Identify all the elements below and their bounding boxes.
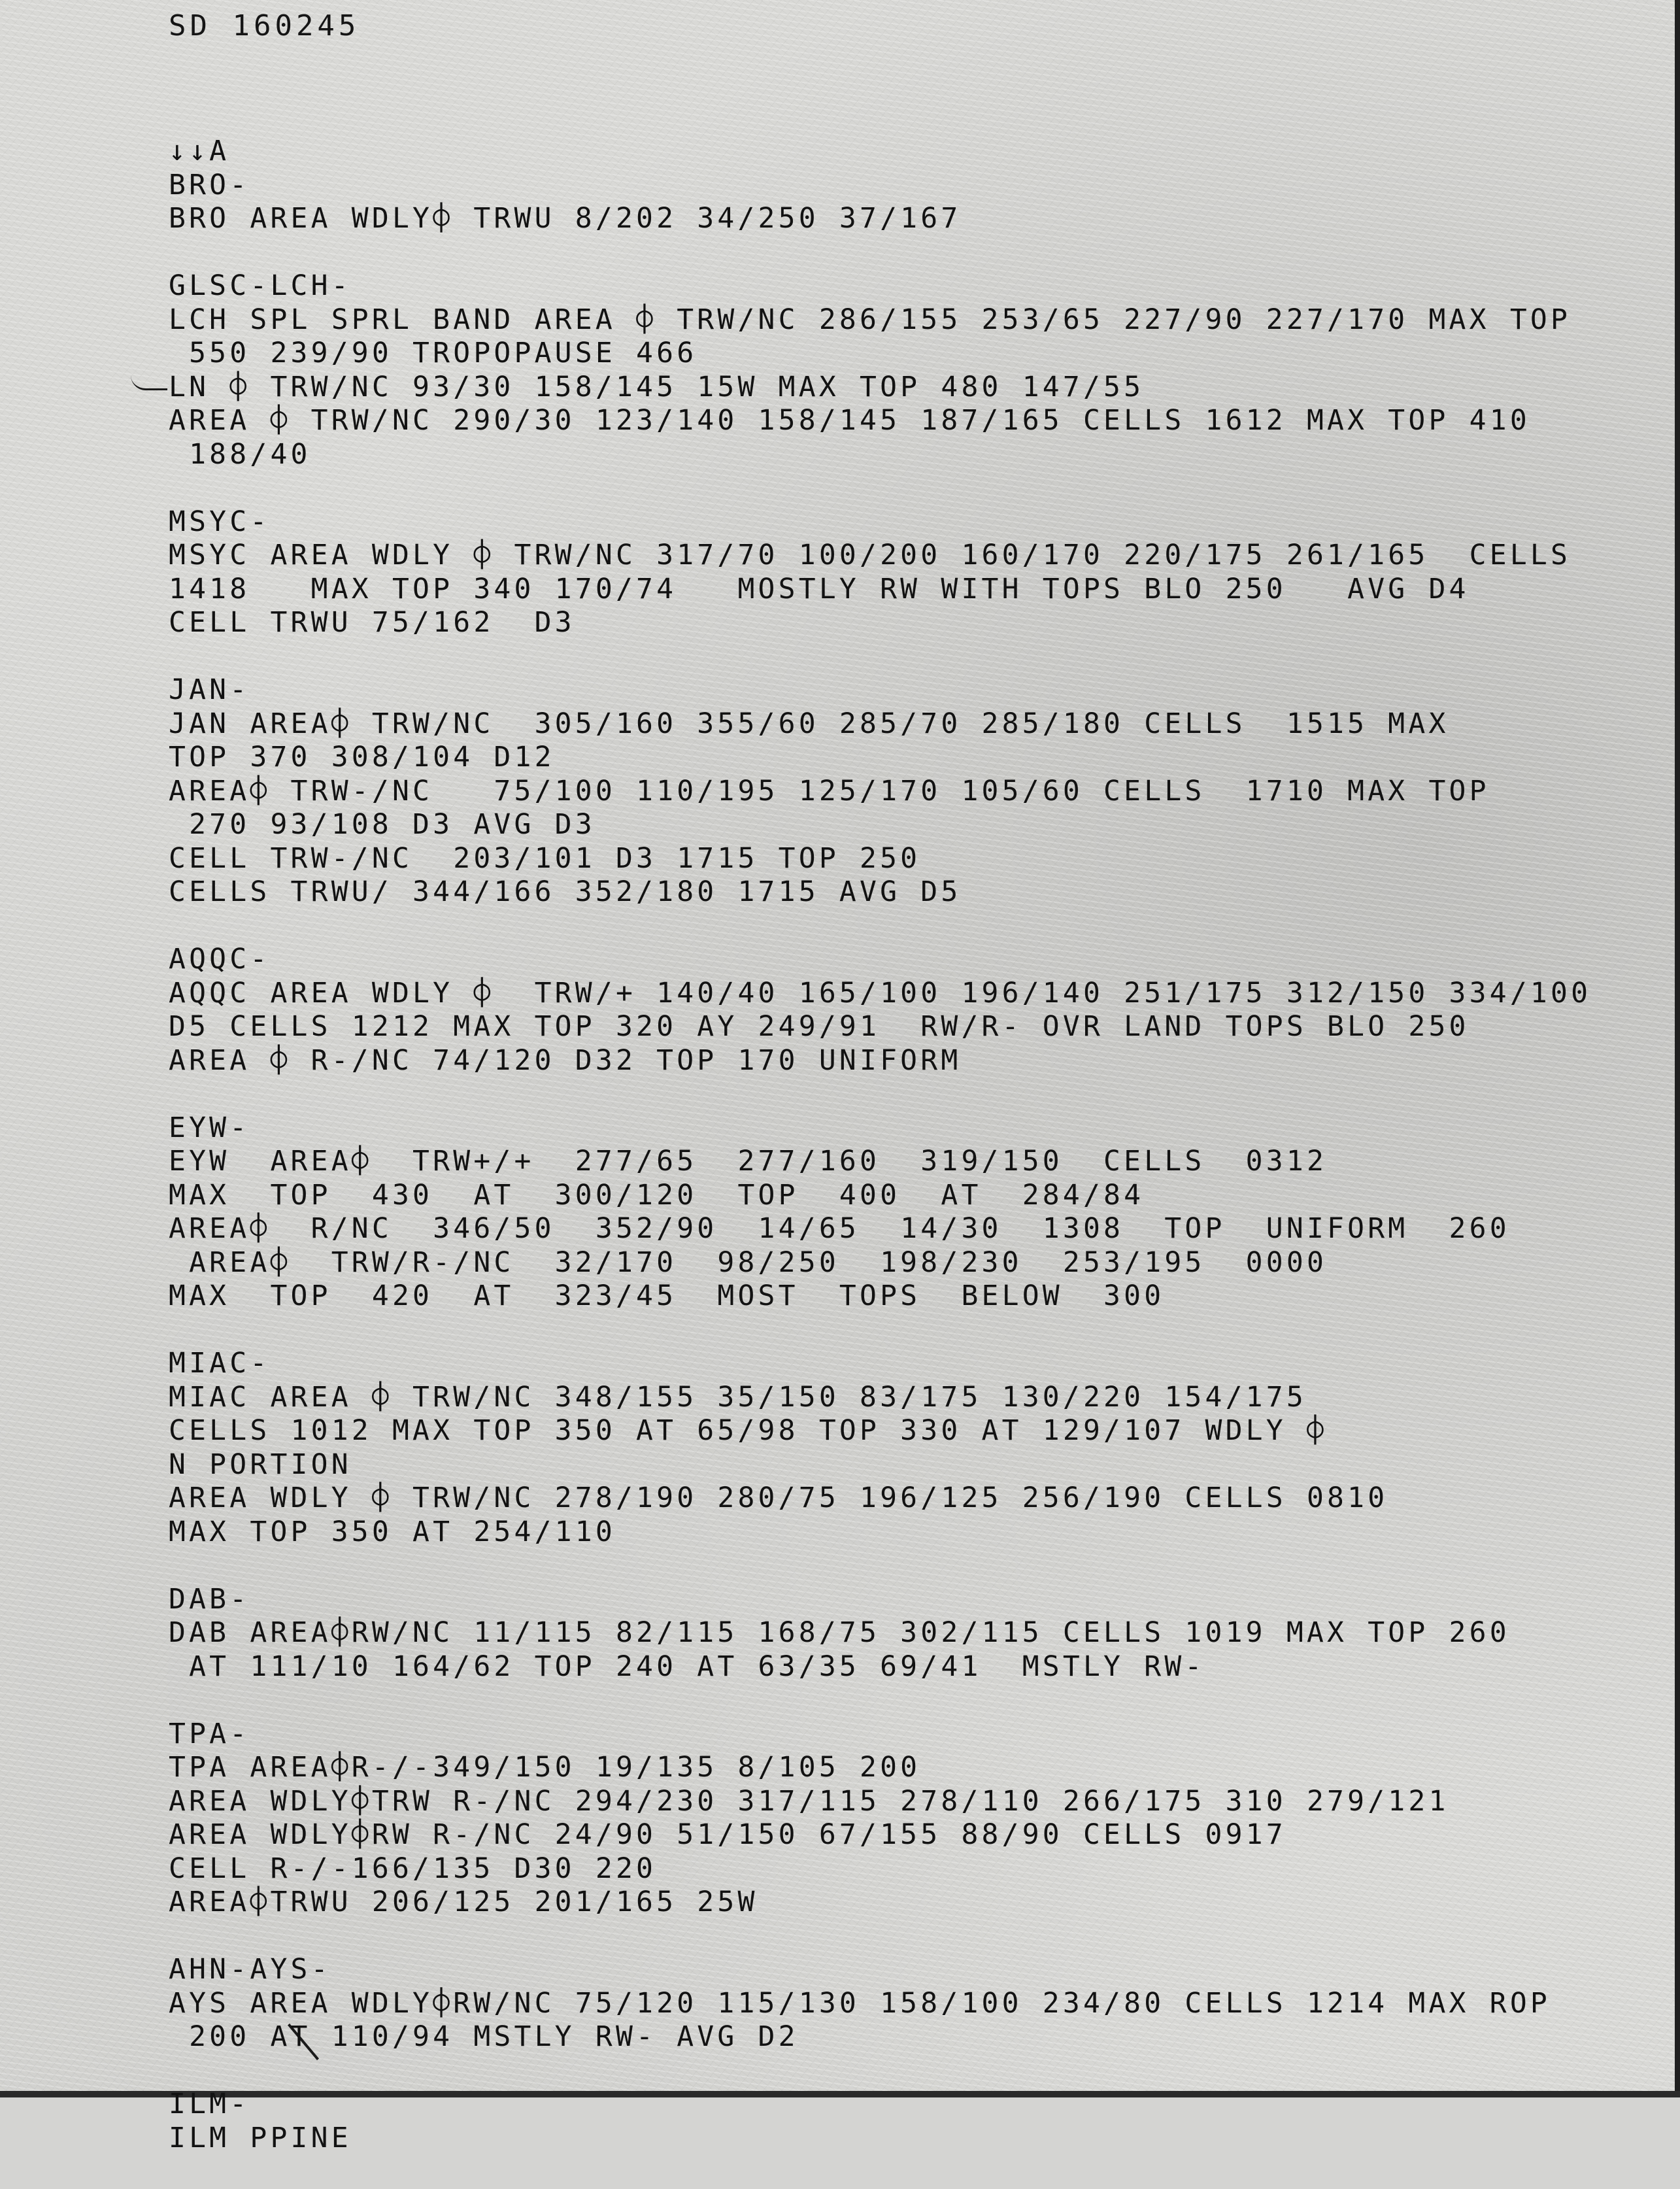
- report-line: AREA⌽ TRW-/NC 75/100 110/195 125/170 105/60 CELLS 1710 MAX TOP: [169, 774, 1490, 807]
- report-line: AREA ⌽ TRW/NC 290/30 123/140 158/145 187/165 CELLS 1612 MAX TOP 410: [169, 404, 1530, 437]
- section-glsc-lch: [169, 269, 1646, 471]
- report-line: CELL TRW-/NC 203/101 D3 1715 TOP 250: [169, 841, 921, 875]
- report-line: ILM PPINE: [169, 2121, 352, 2154]
- section-heading: EYW-: [169, 1111, 250, 1144]
- report-line: ↓↓A: [169, 135, 230, 167]
- section-jan: [169, 673, 1646, 909]
- report-line: TOP 370 308/104 D12: [169, 741, 555, 773]
- section-ahn-ays: [169, 1953, 1646, 2054]
- report-line: JAN AREA⌽ TRW/NC 305/160 355/60 285/70 285/180 CELLS 1515 MAX: [169, 707, 1449, 740]
- section-heading: MSYC-: [169, 505, 271, 538]
- report-line: AYS AREA WDLY⌽RW/NC 75/120 115/130 158/100 234/80 CELLS 1214 MAX ROP: [169, 1986, 1551, 2020]
- report-line: D5 CELLS 1212 MAX TOP 320 AY 249/91 RW/R- OVR LAND TOPS BLO 250: [169, 1010, 1470, 1043]
- scan-edge-right: [1675, 0, 1680, 2097]
- section-ilm: [169, 2088, 1646, 2155]
- handwritten-mark: [131, 375, 167, 390]
- report-line: AREA⌽ R/NC 346/50 352/90 14/65 14/30 1308 TOP UNIFORM 260: [169, 1212, 1510, 1245]
- report-line: AT 111/10 164/62 TOP 240 AT 63/35 69/41 MSTLY RW-: [169, 1650, 1205, 1683]
- report-line: DAB AREA⌽RW/NC 11/115 82/115 168/75 302/115 CELLS 1019 MAX TOP 260: [169, 1616, 1510, 1649]
- report-line: BRO AREA WDLY⌽ TRWU 8/202 34/250 37/167: [169, 202, 962, 235]
- section-heading: GLSC-LCH-: [169, 269, 352, 302]
- report-line: AREA⌽ TRW/R-/NC 32/170 98/250 198/230 253/195 0000: [169, 1246, 1328, 1279]
- section-heading: JAN-: [169, 673, 250, 706]
- report-line: TPA AREA⌽R-/-349/150 19/135 8/105 200: [169, 1751, 921, 1784]
- report-line: AREA WDLY⌽TRW R-/NC 294/230 317/115 278/110 266/175 310 279/121: [169, 1784, 1449, 1818]
- section-head: [169, 135, 1646, 236]
- report-line: 1418 MAX TOP 340 170/74 MOSTLY RW WITH TOPS BLO 250 AVG D4: [169, 572, 1470, 605]
- section-heading: AQQC-: [169, 943, 271, 976]
- report-line: LN ⌽ TRW/NC 93/30 158/145 15W MAX TOP 480 147/55: [169, 370, 1145, 403]
- report-line: 200 AT 110/94 MSTLY RW- AVG D2: [169, 2020, 799, 2053]
- report-line: MSYC AREA WDLY ⌽ TRW/NC 317/70 100/200 160/170 220/175 261/165 CELLS: [169, 539, 1571, 571]
- report-line: AQQC AREA WDLY ⌽ TRW/+ 140/40 165/100 196/140 251/175 312/150 334/100: [169, 976, 1592, 1010]
- report-line: CELL R-/-166/135 D30 220: [169, 1852, 657, 1885]
- report-line: AREA WDLY ⌽ TRW/NC 278/190 280/75 196/125 256/190 CELLS 0810: [169, 1482, 1388, 1514]
- section-msyc: [169, 505, 1646, 640]
- report-line: 550 239/90 TROPOPAUSE 466: [169, 337, 697, 369]
- document-id: SD 160245: [169, 9, 360, 42]
- section-heading: ILM-: [169, 2088, 250, 2120]
- report-line: LCH SPL SPRL BAND AREA ⌽ TRW/NC 286/155 253/65 227/90 227/170 MAX TOP: [169, 303, 1571, 336]
- section-tpa: [169, 1718, 1646, 1920]
- report-line: MIAC AREA ⌽ TRW/NC 348/155 35/150 83/175 130/220 154/175: [169, 1380, 1307, 1414]
- report-line: MAX TOP 430 AT 300/120 TOP 400 AT 284/84: [169, 1178, 1145, 1212]
- section-dab: [169, 1583, 1646, 1684]
- weather-report-body: [169, 135, 1646, 2189]
- section-heading: AHN-AYS-: [169, 1953, 331, 1986]
- section-miac: [169, 1347, 1646, 1549]
- report-line: CELL TRWU 75/162 D3: [169, 606, 575, 639]
- report-line: MAX TOP 420 AT 323/45 MOST TOPS BELOW 300: [169, 1280, 1165, 1312]
- report-line: BRO-: [169, 168, 250, 201]
- report-line: N PORTION: [169, 1448, 352, 1481]
- report-line: CELLS TRWU/ 344/166 352/180 1715 AVG D5: [169, 875, 962, 908]
- report-line: 270 93/108 D3 AVG D3: [169, 808, 596, 841]
- report-line: MAX TOP 350 AT 254/110: [169, 1515, 616, 1548]
- section-heading: MIAC-: [169, 1347, 271, 1380]
- section-aqqc: [169, 943, 1646, 1078]
- section-heading: TPA-: [169, 1717, 250, 1750]
- section-eyw: [169, 1111, 1646, 1314]
- section-heading: DAB-: [169, 1582, 250, 1616]
- report-line: CELLS 1012 MAX TOP 350 AT 65/98 TOP 330 AT 129/107 WDLY ⌽: [169, 1414, 1328, 1447]
- report-line: AREA WDLY⌽RW R-/NC 24/90 51/150 67/155 88/90 CELLS 0917: [169, 1818, 1286, 1851]
- report-line: 188/40: [169, 437, 311, 471]
- report-line: AREA⌽TRWU 206/125 201/165 25W: [169, 1886, 758, 1918]
- report-line: AREA ⌽ R-/NC 74/120 D32 TOP 170 UNIFORM: [169, 1044, 962, 1077]
- report-line: EYW AREA⌽ TRW+/+ 277/65 277/160 319/150 CELLS 0312: [169, 1145, 1328, 1178]
